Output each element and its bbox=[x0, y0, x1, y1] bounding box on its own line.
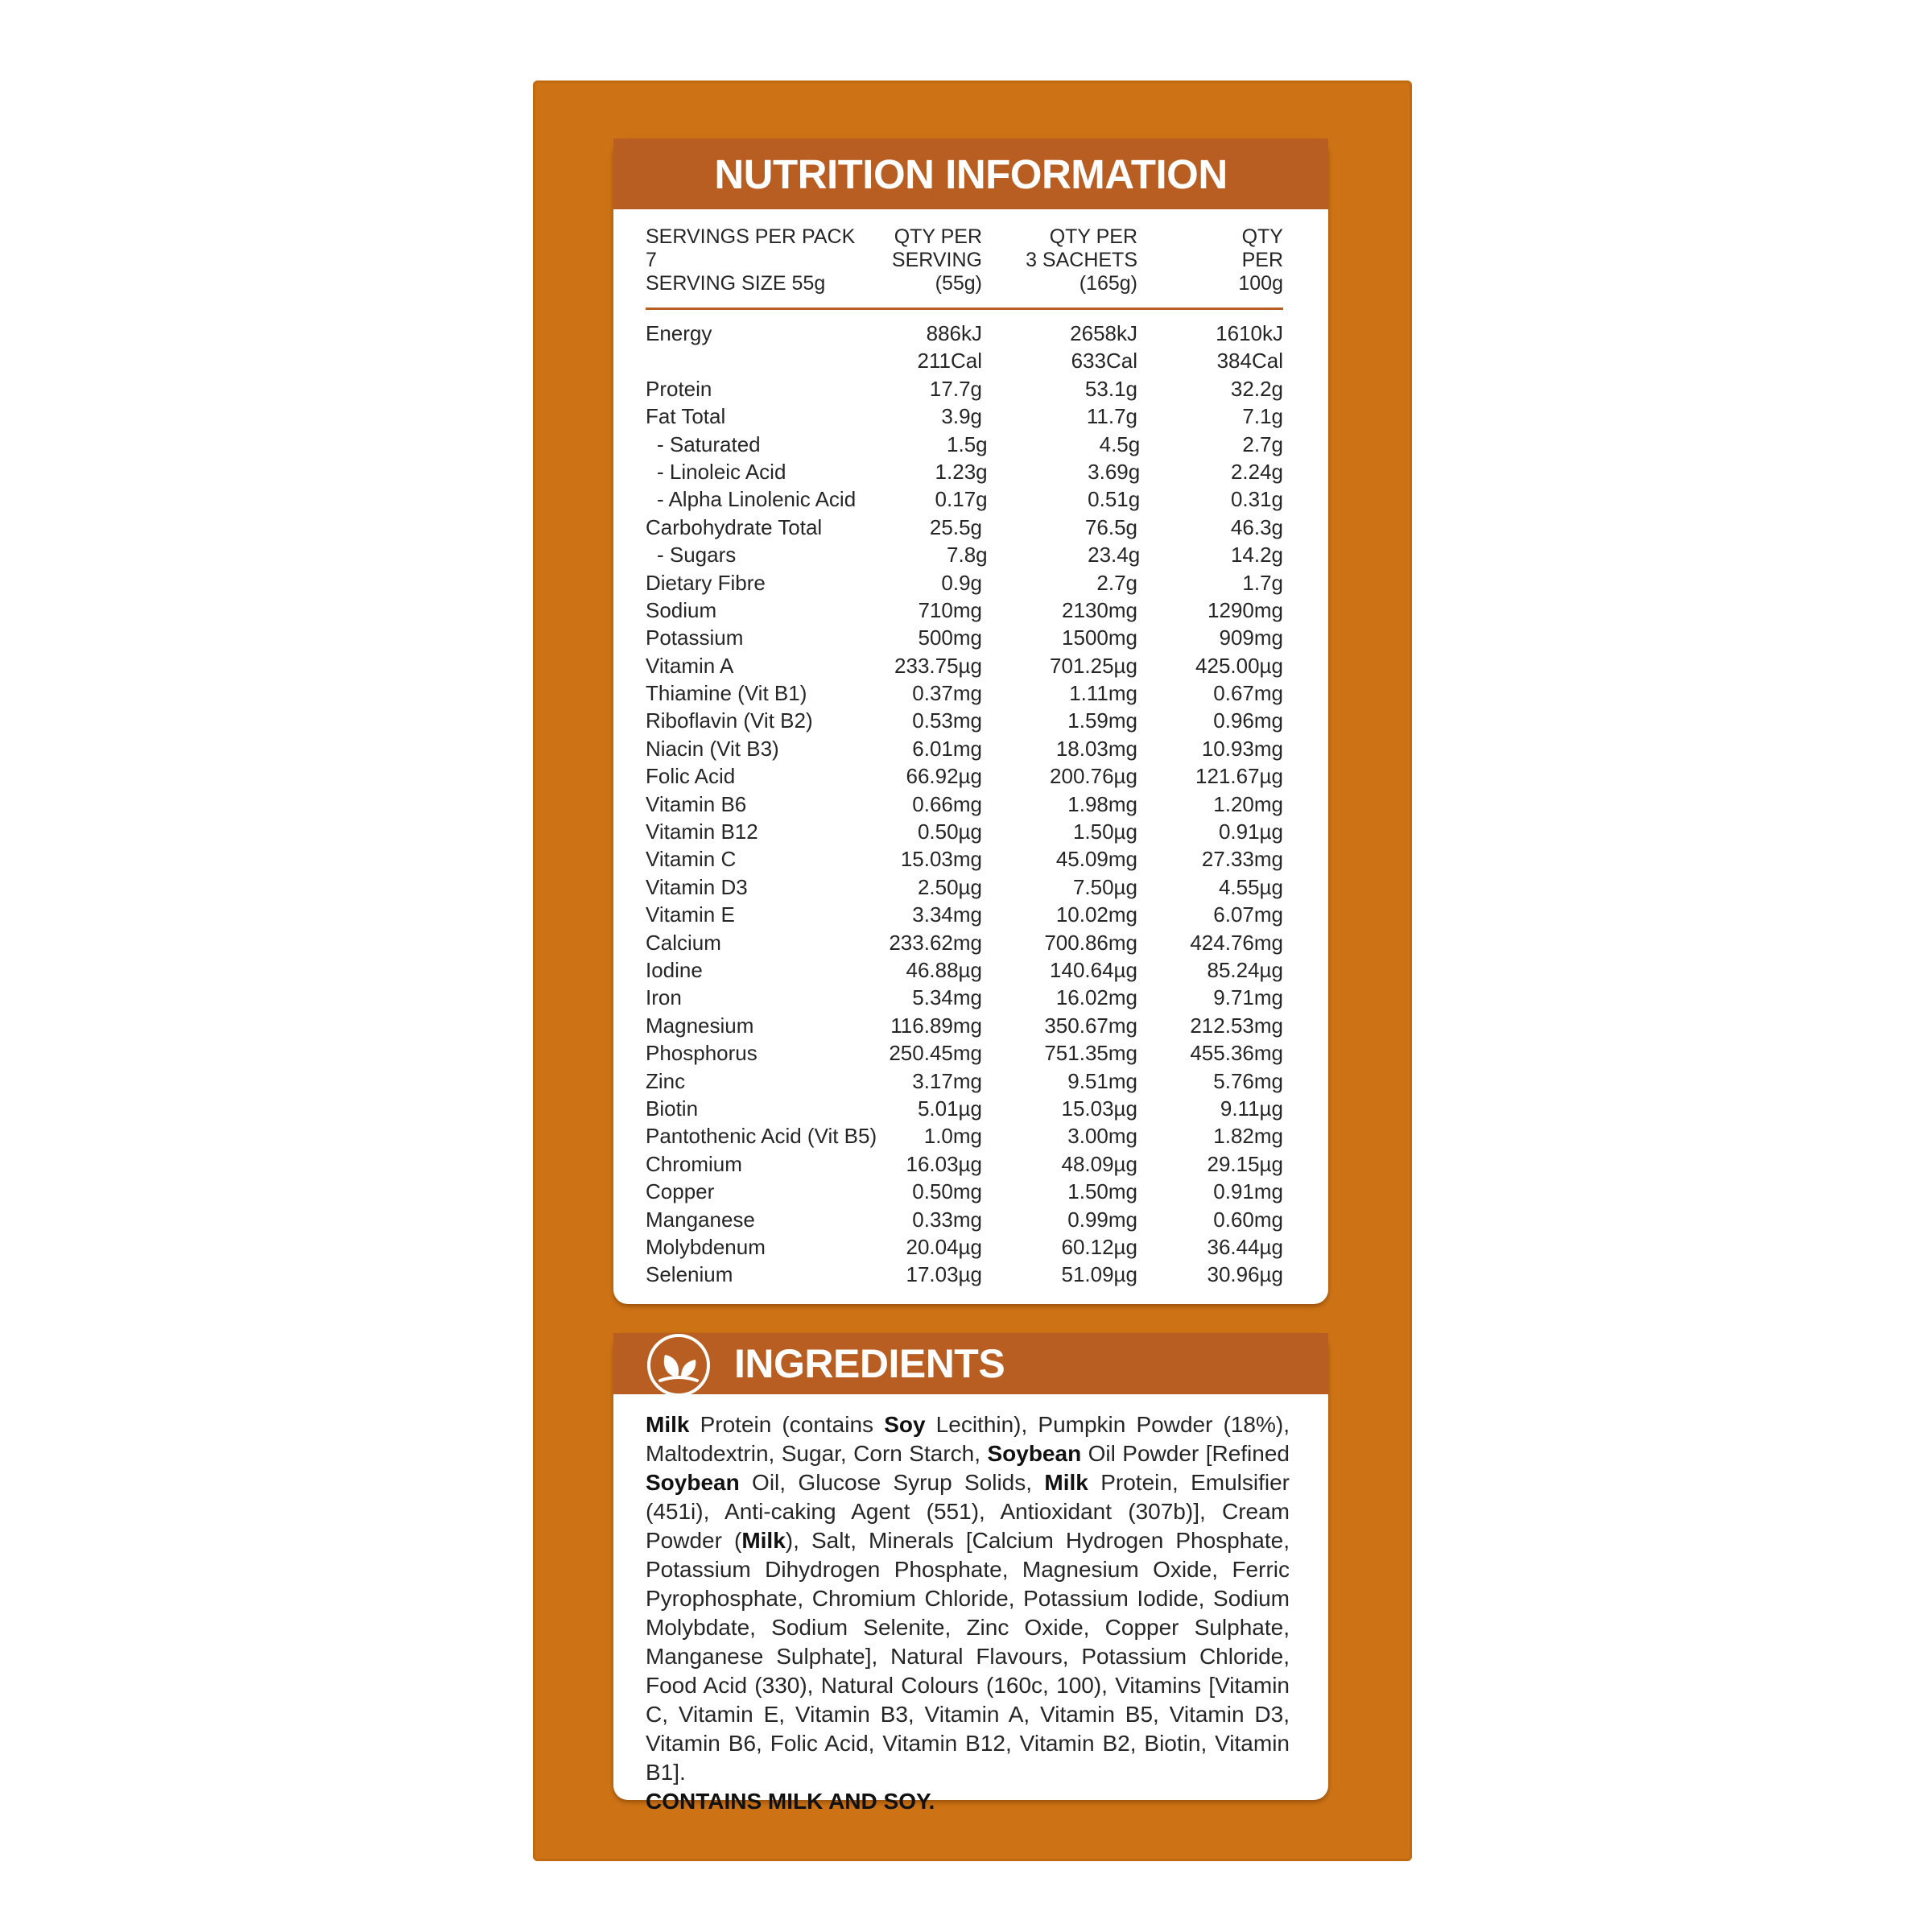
qty-per-serving: 233.62mg bbox=[889, 930, 982, 955]
nutrient-row bbox=[646, 375, 1283, 402]
header-divider bbox=[646, 308, 1283, 310]
nutrient-name: Thiamine (Vit B1) bbox=[646, 681, 807, 706]
qty-per-3-sachets: 15.03µg bbox=[1061, 1096, 1137, 1121]
nutrient-row bbox=[646, 1122, 1283, 1150]
qty-per-3-sachets: 1.98mg bbox=[1067, 791, 1137, 816]
qty-per-3-sachets: 3.00mg bbox=[1067, 1124, 1137, 1149]
qty-per-serving: 17.7g bbox=[929, 376, 982, 401]
qty-per-100g: 455.36mg bbox=[1190, 1041, 1283, 1066]
nutrient-row bbox=[646, 1233, 1283, 1261]
qty-per-serving: 0.17g bbox=[935, 487, 988, 512]
allergen-word: Soybean bbox=[987, 1441, 1082, 1466]
col-header-per-serving: QTY PER SERVING (55g) bbox=[891, 225, 982, 295]
qty-per-3-sachets: 140.64µg bbox=[1050, 957, 1137, 982]
nutrient-name: Protein bbox=[646, 376, 712, 401]
nutrient-name: Energy bbox=[646, 321, 712, 345]
qty-per-3-sachets: 16.02mg bbox=[1055, 985, 1137, 1010]
qty-per-serving: 886kJ bbox=[926, 321, 982, 345]
qty-per-100g: 425.00µg bbox=[1195, 653, 1283, 678]
col-header-per-100g: QTY PER 100g bbox=[1238, 225, 1283, 295]
qty-per-100g: 1290mg bbox=[1208, 597, 1283, 622]
qty-per-3-sachets: 633Cal bbox=[1071, 349, 1137, 374]
qty-per-3-sachets: 4.5g bbox=[1099, 431, 1141, 456]
nutrient-name: Vitamin B6 bbox=[646, 791, 747, 816]
qty-per-3-sachets: 0.51g bbox=[1088, 487, 1141, 512]
qty-per-serving: 1.23g bbox=[935, 459, 988, 484]
qty-per-serving: 7.8g bbox=[947, 543, 988, 568]
nutrient-row bbox=[646, 901, 1283, 928]
qty-per-serving: 500mg bbox=[918, 625, 982, 650]
qty-per-100g: 384Cal bbox=[1216, 349, 1283, 374]
qty-per-serving: 116.89mg bbox=[890, 1013, 982, 1038]
nutrient-row bbox=[646, 1261, 1283, 1288]
nutrient-name: Biotin bbox=[646, 1096, 699, 1121]
qty-per-3-sachets: 0.99mg bbox=[1067, 1207, 1137, 1232]
ingredient-text: Oil, Glucose Syrup Solids, bbox=[739, 1470, 1045, 1495]
nutrient-row bbox=[646, 485, 1283, 513]
ingredient-text: Lecithin), Pumpkin Powder (18%), Maltodextrin, Sugar, Corn Starch, bbox=[646, 1412, 1290, 1466]
allergen-word: Soybean bbox=[646, 1470, 740, 1495]
qty-per-3-sachets: 701.25µg bbox=[1050, 653, 1137, 678]
nutrient-row bbox=[646, 320, 1283, 347]
nutrient-row bbox=[646, 514, 1283, 541]
qty-per-100g: 212.53mg bbox=[1190, 1013, 1283, 1038]
nutrient-name: Vitamin A bbox=[646, 653, 734, 678]
allergen-word: Milk bbox=[741, 1528, 786, 1553]
qty-per-100g: 5.76mg bbox=[1213, 1068, 1283, 1093]
qty-per-3-sachets: 11.7g bbox=[1086, 404, 1137, 429]
nutrition-table-header bbox=[646, 225, 1283, 299]
nutrient-name: Sodium bbox=[646, 597, 717, 622]
qty-per-serving: 15.03mg bbox=[900, 847, 982, 872]
qty-per-serving: 710mg bbox=[918, 597, 982, 622]
qty-per-3-sachets: 3.69g bbox=[1088, 459, 1141, 484]
nutrient-name: Molybdenum bbox=[646, 1234, 766, 1259]
nutrient-name: Vitamin D3 bbox=[646, 874, 748, 899]
qty-per-serving: 6.01mg bbox=[912, 736, 982, 761]
nutrient-row bbox=[646, 791, 1283, 818]
nutrient-row bbox=[646, 707, 1283, 734]
nutrient-name: Manganese bbox=[646, 1207, 755, 1232]
nutrient-name: Folic Acid bbox=[646, 764, 736, 789]
nutrient-row bbox=[646, 402, 1283, 430]
nutrient-row bbox=[646, 735, 1283, 762]
nutrient-row bbox=[646, 1012, 1283, 1039]
nutrient-name: Calcium bbox=[646, 930, 721, 955]
qty-per-3-sachets: 53.1g bbox=[1084, 376, 1137, 401]
qty-per-100g: 0.91mg bbox=[1213, 1179, 1283, 1204]
qty-per-100g: 4.55µg bbox=[1218, 874, 1283, 899]
nutrient-name: Vitamin C bbox=[646, 847, 737, 872]
qty-per-3-sachets: 1.50µg bbox=[1072, 819, 1137, 844]
nutrient-row bbox=[646, 431, 1283, 458]
qty-per-100g: 2.24g bbox=[1230, 459, 1284, 484]
qty-per-serving: 3.9g bbox=[941, 404, 982, 429]
qty-per-serving: 1.5g bbox=[947, 431, 988, 456]
nutrient-row bbox=[646, 762, 1283, 790]
qty-per-serving: 16.03µg bbox=[906, 1151, 982, 1176]
nutrient-row bbox=[646, 818, 1283, 845]
ingredient-text: Protein, Emulsifier (451i), Anti-caking Agent (551), Antioxidant (307b)], Cream Powder ( bbox=[646, 1470, 1290, 1553]
nutrient-row bbox=[646, 1095, 1283, 1122]
qty-per-3-sachets: 7.50µg bbox=[1072, 874, 1137, 899]
qty-per-3-sachets: 2658kJ bbox=[1070, 321, 1137, 345]
nutrient-row bbox=[646, 929, 1283, 956]
nutrition-title: NUTRITION INFORMATION bbox=[613, 138, 1328, 209]
qty-per-100g: 0.96mg bbox=[1213, 708, 1283, 733]
qty-per-100g: 7.1g bbox=[1242, 404, 1283, 429]
nutrient-row bbox=[646, 1178, 1283, 1205]
qty-per-3-sachets: 10.02mg bbox=[1055, 902, 1137, 927]
nutrient-name: - Alpha Linolenic Acid bbox=[657, 487, 857, 512]
ingredients-title: INGREDIENTS bbox=[734, 1341, 1005, 1386]
qty-per-serving: 2.50µg bbox=[917, 874, 982, 899]
nutrient-row bbox=[646, 624, 1283, 651]
ingredient-text: ), Salt, Minerals [Calcium Hydrogen Phosphate, Potassium Dihydrogen Phosphate, Magnesium Oxide, Ferric Pyrophosphate, Chromium Chloride, Potassium Iodide, Sodium Molybdate, Sodium Selenite, Zinc Oxide, Copper Sulphate, Manganese Sulphate], Natural Flavours, Potassium Chloride, Food Acid (330), Natural Colours (160c, 100), Vitamins [Vitamin C, Vitamin E, Vitamin B3, Vitamin A, Vitamin B5, Vitamin D3, Vitamin B6, Folic Acid, Vitamin B12, Vitamin B2, Biotin, Vitamin B1]. bbox=[646, 1528, 1290, 1785]
qty-per-100g: 1.20mg bbox=[1213, 791, 1283, 816]
nutrient-row bbox=[646, 652, 1283, 679]
qty-per-serving: 0.9g bbox=[941, 570, 982, 595]
nutrient-name: - Linoleic Acid bbox=[657, 459, 786, 484]
qty-per-serving: 1.0mg bbox=[923, 1124, 982, 1149]
nutrient-name: Vitamin E bbox=[646, 902, 735, 927]
qty-per-serving: 5.01µg bbox=[917, 1096, 982, 1121]
qty-per-3-sachets: 700.86mg bbox=[1044, 930, 1137, 955]
qty-per-100g: 6.07mg bbox=[1213, 902, 1283, 927]
nutrient-row bbox=[646, 347, 1283, 374]
col-header-per-3-sachets: QTY PER 3 SACHETS (165g) bbox=[1026, 225, 1137, 295]
nutrient-row bbox=[646, 1150, 1283, 1178]
ingredient-text: Protein (contains bbox=[689, 1412, 885, 1437]
qty-per-100g: 1.82mg bbox=[1213, 1124, 1283, 1149]
qty-per-3-sachets: 76.5g bbox=[1084, 514, 1137, 539]
qty-per-serving: 0.50µg bbox=[917, 819, 982, 844]
nutrient-name: Selenium bbox=[646, 1262, 733, 1287]
allergen-word: Milk bbox=[646, 1412, 690, 1437]
nutrient-name: Zinc bbox=[646, 1068, 686, 1093]
nutrient-name: Chromium bbox=[646, 1151, 742, 1176]
nutrient-name: Riboflavin (Vit B2) bbox=[646, 708, 813, 733]
nutrient-row bbox=[646, 984, 1283, 1011]
nutrition-panel bbox=[613, 138, 1328, 1304]
qty-per-100g: 909mg bbox=[1219, 625, 1283, 650]
qty-per-serving: 211Cal bbox=[917, 349, 982, 374]
qty-per-100g: 46.3g bbox=[1230, 514, 1283, 539]
nutrition-rows bbox=[646, 320, 1283, 1289]
qty-per-100g: 121.67µg bbox=[1195, 764, 1283, 789]
qty-per-serving: 66.92µg bbox=[906, 764, 982, 789]
qty-per-serving: 0.53mg bbox=[912, 708, 982, 733]
qty-per-3-sachets: 1500mg bbox=[1062, 625, 1137, 650]
qty-per-3-sachets: 1.59mg bbox=[1067, 708, 1137, 733]
nutrient-name: - Sugars bbox=[657, 543, 737, 568]
nutrient-name: - Saturated bbox=[657, 431, 761, 456]
nutrient-name: Magnesium bbox=[646, 1013, 754, 1038]
qty-per-serving: 3.34mg bbox=[912, 902, 982, 927]
nutrient-name: Niacin (Vit B3) bbox=[646, 736, 779, 761]
qty-per-100g: 85.24µg bbox=[1207, 957, 1283, 982]
qty-per-3-sachets: 1.11mg bbox=[1069, 681, 1137, 706]
nutrient-name: Vitamin B12 bbox=[646, 819, 758, 844]
nutrient-row bbox=[646, 1039, 1283, 1067]
qty-per-100g: 2.7g bbox=[1242, 431, 1284, 456]
nutrient-row bbox=[646, 679, 1283, 707]
nutrient-row bbox=[646, 541, 1283, 568]
qty-per-100g: 0.67mg bbox=[1213, 681, 1283, 706]
qty-per-100g: 29.15µg bbox=[1207, 1151, 1283, 1176]
qty-per-3-sachets: 51.09µg bbox=[1061, 1262, 1137, 1287]
nutrient-row bbox=[646, 956, 1283, 984]
ingredients-header bbox=[613, 1333, 1328, 1394]
nutrient-name: Dietary Fibre bbox=[646, 570, 766, 595]
nutrient-row bbox=[646, 597, 1283, 624]
nutrient-row bbox=[646, 1067, 1283, 1095]
nutrient-name: Copper bbox=[646, 1179, 715, 1204]
nutrient-row bbox=[646, 1206, 1283, 1233]
qty-per-serving: 25.5g bbox=[929, 514, 982, 539]
qty-per-3-sachets: 45.09mg bbox=[1055, 847, 1137, 872]
qty-per-100g: 10.93mg bbox=[1201, 736, 1283, 761]
nutrient-name: Phosphorus bbox=[646, 1041, 758, 1066]
qty-per-100g: 0.60mg bbox=[1213, 1207, 1283, 1232]
qty-per-100g: 1.7g bbox=[1242, 570, 1283, 595]
nutrient-row bbox=[646, 569, 1283, 597]
qty-per-100g: 36.44µg bbox=[1207, 1234, 1283, 1259]
qty-per-100g: 1610kJ bbox=[1216, 321, 1283, 345]
ingredients-list bbox=[646, 1410, 1290, 1787]
nutrient-row bbox=[646, 873, 1283, 901]
qty-per-3-sachets: 200.76µg bbox=[1050, 764, 1137, 789]
allergen-word: Soy bbox=[884, 1412, 926, 1437]
nutrition-table bbox=[646, 225, 1283, 1289]
qty-per-serving: 233.75µg bbox=[894, 653, 982, 678]
qty-per-100g: 0.91µg bbox=[1218, 819, 1283, 844]
nutrient-name: Carbohydrate Total bbox=[646, 514, 823, 539]
allergen-word: Milk bbox=[1044, 1470, 1088, 1495]
qty-per-100g: 0.31g bbox=[1230, 487, 1284, 512]
qty-per-serving: 17.03µg bbox=[906, 1262, 982, 1287]
qty-per-3-sachets: 350.67mg bbox=[1044, 1013, 1137, 1038]
qty-per-serving: 5.34mg bbox=[912, 985, 982, 1010]
qty-per-3-sachets: 2.7g bbox=[1096, 570, 1137, 595]
nutrient-name: Pantothenic Acid (Vit B5) bbox=[646, 1124, 877, 1149]
product-pack-back bbox=[533, 80, 1412, 1861]
qty-per-3-sachets: 1.50mg bbox=[1067, 1179, 1137, 1204]
qty-per-100g: 424.76mg bbox=[1190, 930, 1283, 955]
servings-info: SERVINGS PER PACK 7 SERVING SIZE 55g bbox=[646, 225, 856, 295]
nutrient-row bbox=[646, 458, 1283, 485]
ingredients-body bbox=[646, 1410, 1290, 1816]
qty-per-100g: 30.96µg bbox=[1207, 1262, 1283, 1287]
qty-per-100g: 14.2g bbox=[1230, 543, 1284, 568]
qty-per-100g: 9.71mg bbox=[1213, 985, 1283, 1010]
qty-per-serving: 3.17mg bbox=[912, 1068, 982, 1093]
qty-per-3-sachets: 18.03mg bbox=[1055, 736, 1137, 761]
qty-per-3-sachets: 23.4g bbox=[1088, 543, 1141, 568]
nutrient-name: Iron bbox=[646, 985, 682, 1010]
nutrient-name: Potassium bbox=[646, 625, 744, 650]
qty-per-serving: 0.66mg bbox=[912, 791, 982, 816]
qty-per-100g: 32.2g bbox=[1230, 376, 1283, 401]
qty-per-3-sachets: 2130mg bbox=[1062, 597, 1137, 622]
qty-per-serving: 20.04µg bbox=[906, 1234, 982, 1259]
qty-per-serving: 46.88µg bbox=[906, 957, 982, 982]
qty-per-3-sachets: 9.51mg bbox=[1067, 1068, 1137, 1093]
qty-per-serving: 250.45mg bbox=[889, 1041, 982, 1066]
nutrient-name: Iodine bbox=[646, 957, 703, 982]
nutrient-row bbox=[646, 845, 1283, 873]
leaf-icon bbox=[646, 1332, 712, 1398]
qty-per-serving: 0.37mg bbox=[912, 681, 982, 706]
qty-per-serving: 0.33mg bbox=[912, 1207, 982, 1232]
qty-per-3-sachets: 751.35mg bbox=[1044, 1041, 1137, 1066]
qty-per-100g: 9.11µg bbox=[1220, 1096, 1283, 1121]
qty-per-3-sachets: 60.12µg bbox=[1061, 1234, 1137, 1259]
ingredient-text: Oil Powder [Refined bbox=[1081, 1441, 1290, 1466]
nutrient-name: Fat Total bbox=[646, 404, 726, 429]
allergen-statement: CONTAINS MILK AND SOY. bbox=[646, 1789, 935, 1814]
ingredients-panel bbox=[613, 1333, 1328, 1814]
qty-per-3-sachets: 48.09µg bbox=[1061, 1151, 1137, 1176]
qty-per-serving: 0.50mg bbox=[912, 1179, 982, 1204]
nutrient-name bbox=[646, 347, 863, 374]
qty-per-100g: 27.33mg bbox=[1201, 847, 1283, 872]
